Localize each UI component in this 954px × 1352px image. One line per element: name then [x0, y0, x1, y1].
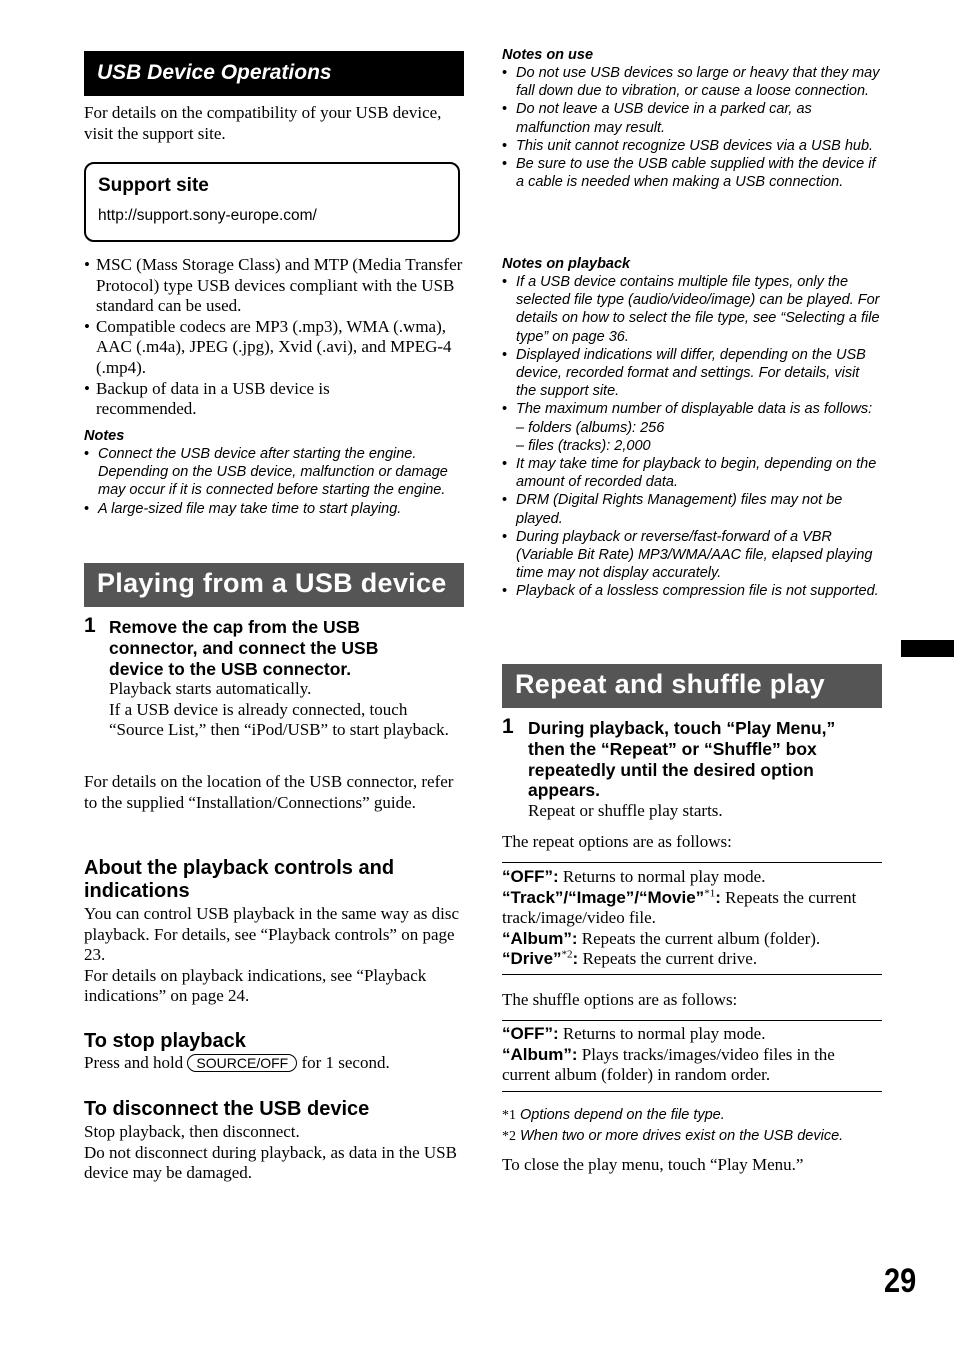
section-tab-marker: [901, 640, 954, 657]
divider: [502, 1091, 882, 1092]
note-item: • During playback or reverse/fast-forward of a VBR (Variable Bit Rate) MP3/WMA/AAC file, elapsed playing time may not display accurately.: [502, 528, 873, 582]
list-item: • MSC (Mass Storage Class) and MTP (Media Transfer Protocol) type USB devices compliant with the USB standard can be used.: [84, 255, 463, 316]
close-menu-text: To close the play menu, touch “Play Menu.”: [502, 1155, 804, 1174]
usb-operations-title: USB Device Operations: [97, 61, 332, 84]
step-number: 1: [502, 715, 514, 738]
playing-usb-heading: [84, 563, 464, 607]
shuffle-intro: The shuffle options are as follows:: [502, 990, 738, 1009]
about-heading: About the playback controls and indications: [84, 857, 395, 902]
step-result: Playback starts automatically. If a USB device is already connected, touch “Source List,” then “iPod/USB” to start playback.: [109, 679, 449, 740]
repeat-option: “Track”/“Image”/“Movie”$^{*1}$: Repeats the current track/image/video file.: [502, 886, 857, 928]
list-item: • Backup of data in a USB device is recommended.: [84, 378, 330, 419]
repeat-shuffle-heading: [502, 664, 882, 708]
stop-body: Press and hold SOURCE/OFF for 1 second.: [84, 1053, 390, 1072]
connector-text: For details on the location of the USB connector, refer to the supplied “Installation/Connections” guide.: [84, 772, 454, 812]
max-files: – files (tracks): 2,000: [516, 437, 651, 454]
shuffle-options: [502, 1024, 882, 1086]
notes-use-heading: Notes on use: [502, 47, 594, 63]
source-off-button[interactable]: SOURCE/OFF: [187, 1054, 297, 1072]
note-item: • It may take time for playback to begin, depending on the amount of recorded data.: [502, 456, 877, 491]
support-site-box: [84, 162, 460, 242]
playing-usb-title: Playing from a USB device: [97, 568, 447, 598]
about-body: You can control USB playback in the same way as disc playback. For details, see “Playback controls” on page 23. For details on playback indications, see “Playback indications” on page 24.: [84, 904, 460, 1006]
footnotes: [502, 1106, 892, 1147]
note-item: • DRM (Digital Rights Management) files may not be played.: [502, 492, 843, 527]
list-item: • Compatible codecs are MP3 (.mp3), WMA (.wma), AAC (.m4a), JPEG (.jpg), Xvid (.avi), and MPEG-4 (.mp4).: [84, 316, 452, 377]
disconnect-heading: To disconnect the USB device: [84, 1098, 370, 1120]
note-item: • Connect the USB device after starting the engine. Depending on the USB device, malfunction or damage may occur if it is connected before starting the engine.: [84, 446, 448, 499]
page-number: 29: [884, 1262, 917, 1300]
divider: [502, 974, 882, 975]
notes-use-list: [502, 64, 882, 191]
repeat-shuffle-title: Repeat and shuffle play: [515, 669, 825, 699]
compat-bullet-list: [84, 255, 464, 420]
repeat-option: “Album”: Repeats the current album (folder).: [502, 928, 821, 948]
support-site-title: Support site: [98, 175, 209, 196]
note-item: • A large-sized file may take time to start playing.: [84, 500, 402, 517]
notes-playback-heading: Notes on playback: [502, 256, 631, 272]
step-instruction: Remove the cap from the USB connector, and connect the USB device to the USB connector.: [109, 617, 379, 679]
note-item: • The maximum number of displayable data is as follows: – folders (albums): 256 – files (tracks): 2,000: [502, 400, 882, 455]
shuffle-option: “Album”: Plays tracks/images/video files in the current album (folder) in random order.: [502, 1044, 835, 1085]
max-folders: – folders (albums): 256: [516, 419, 665, 436]
repeat-option: “OFF”: Returns to normal play mode.: [502, 867, 766, 886]
support-site-url[interactable]: http://support.sony-europe.com/: [98, 207, 317, 224]
divider: [502, 862, 882, 863]
divider: [502, 1020, 882, 1021]
step-result: Repeat or shuffle play starts.: [528, 801, 723, 820]
repeat-options: [502, 867, 882, 970]
notes-heading: Notes: [84, 428, 125, 444]
disconnect-body: Stop playback, then disconnect. Do not disconnect during playback, as data in the USB device may be damaged.: [84, 1122, 457, 1183]
note-item: • Displayed indications will differ, depending on the USB device, recorded format and settings. For details, visit the support site.: [502, 346, 866, 400]
step-instruction: During playback, touch “Play Menu,” then the “Repeat” or “Shuffle” box repeatedly until the desired option appears.: [528, 718, 836, 801]
footnote: *1 Options depend on the file type.: [502, 1107, 725, 1123]
usb-operations-heading: [84, 51, 464, 96]
repeat-option: “Drive”$^{*2}$: Repeats the current drive.: [502, 948, 758, 969]
note-item: • If a USB device contains multiple file types, only the selected file type (audio/video/image) can be played. For details on how to select the file type, see “Selecting a file type” on page 36.: [502, 274, 880, 345]
note-item: • Be sure to use the USB cable supplied with the device if a cable is needed when making a USB connection.: [502, 156, 876, 191]
note-item: • Do not use USB devices so large or heavy that they may fall down due to vibration, or cause a loose connection.: [502, 65, 880, 100]
step-number: 1: [84, 614, 96, 637]
stop-heading: To stop playback: [84, 1030, 246, 1052]
notes-playback-list: [502, 273, 882, 601]
note-item: • Do not leave a USB device in a parked car, as malfunction may result.: [502, 101, 812, 136]
shuffle-option: “OFF”: Returns to normal play mode.: [502, 1024, 766, 1043]
notes-list: [84, 445, 464, 518]
note-item: • This unit cannot recognize USB devices via a USB hub.: [502, 137, 874, 154]
repeat-intro: The repeat options are as follows:: [502, 832, 732, 851]
note-item: • Playback of a lossless compression file is not supported.: [502, 583, 879, 600]
footnote: *2 When two or more drives exist on the USB device.: [502, 1127, 844, 1144]
compat-text: For details on the compatibility of your USB device, visit the support site.: [84, 103, 442, 143]
